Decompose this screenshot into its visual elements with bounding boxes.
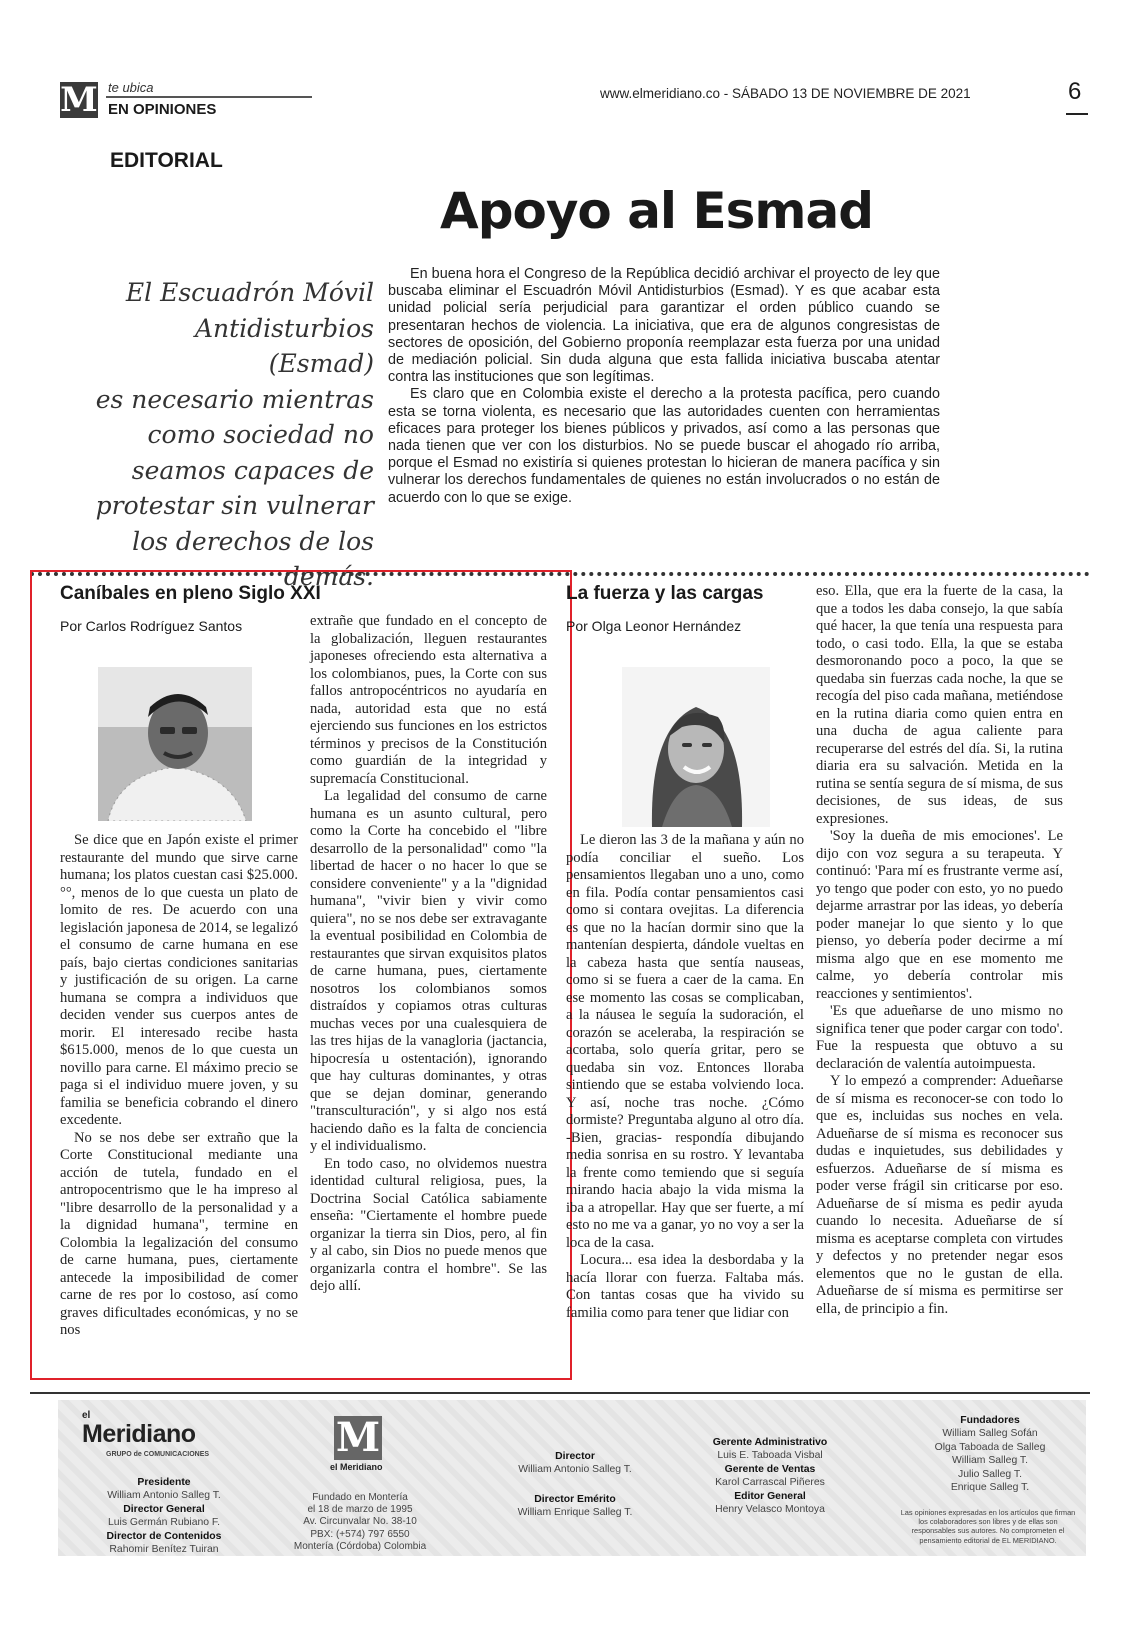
founder-name: Olga Taboada de Salleg [934,1441,1046,1453]
article-left-column-1 [60,832,298,1340]
byline-left: Por Carlos Rodríguez Santos [60,618,243,634]
gerente-ventas-name: Karol Carrascal Piñeres [715,1477,825,1489]
founder-name: Julio Salleg T. [958,1468,1022,1480]
pull-quote [90,275,374,595]
footer-logo: M [335,1414,381,1461]
pull-quote-line: seamos capaces de [131,455,374,485]
founding-info [290,1492,430,1553]
article-paragraph: 'Soy la dueña de mis emociones'. Le dijo con voz segura a su terapeuta. Y continuó: 'Para mí es frustrante verme así, yo tengo que poder con esto, yo no puedo dejarme arrastrar por las ideas, yo debería poder manejar lo que siento y lo que pienso, yo debería poder decirme a mí misma algo que en ese momento me calme, yo debería controlar mis reacciones y sentimientos'. [816,828,1063,1002]
article-paragraph: Le dieron las 3 de la mañana y aún no podía conciliar el sueño. Los pensamientos llegaban uno a uno, como en fila. Podía contar pensamientos casi como si contara ovejitas. La diferencia es que no la hacían dormir sino que la mantenían despierta, dándole vueltas en la cabeza hasta que sentía nauseas, como si se fuera a caer de la cama. En ese momento las cosas se complicaban, a la náusea le seguía la sudoración, el corazón se aceleraba, la respiración se acortaba, solo quería gritar, pero se quedaba sin voz. Entonces lloraba sintiendo que se estaba volviendo loca. Y así, noche tras noche. ¿Cómo dormiste? Preguntaba alguno al otro día. -Bien, gracias- respondía dibujando media sonrisa en su rostro. Y levantaba la frente como temiendo que si seguía mirando hacia abajo la vida misma la iba a atropellar. Hay que ser fuerte, a mí esto no me va a ganar, yo no voy a ser la loca de la casa. [566,832,804,1251]
bottom-rule [30,1392,1090,1394]
article-paragraph: No se nos debe ser extraño que la Corte Constitucional mediante una acción de tutela, fundado en el antropocentrismo que le ha impreso al "libre desarrollo de la personalidad y a la dignidad humana", termine en Colombia la legalización del consumo de carne humana, pues, ciertamente antecede la imposibilidad de comer carne de res por lo costoso, así como graves dificultades económicas, y no se nos [60,1129,298,1338]
footer-directors [500,1450,650,1520]
author-photo-right [622,667,770,827]
footer-logo-subtitle: el Meridiano [330,1462,383,1472]
byline-right: Por Olga Leonor Hernández [566,618,742,634]
brand-subtitle: GRUPO de COMUNICACIONES [106,1451,210,1458]
brand-name: Meridiano [82,1420,196,1448]
fundadores-label: Fundadores [960,1415,1020,1426]
editorial-title: Apoyo al Esmad [440,182,874,240]
founding-line: Av. Circunvalar No. 38-10 [303,1516,417,1528]
author-photo-left-illustration [98,667,252,821]
founding-line: PBX: (+574) 797 6550 [310,1528,410,1540]
pull-quote-line: los derechos de los [132,526,374,556]
pull-quote-line: como sociedad no [147,420,374,449]
footer-executives [84,1476,244,1556]
brand-el: el [82,1410,91,1421]
director-name: William Antonio Salleg T. [518,1464,632,1476]
director-general-label: Director General [123,1503,205,1515]
article-title-left: Caníbales en pleno Siglo XXI [60,583,321,604]
article-paragraph: 'Es que adueñarse de uno mismo no significa tener que poder cargar con todo'. Fue la respuesta que obtuvo a su declaración de valentía autoimpuesta. [816,1003,1063,1072]
author-photo-right-illustration [622,667,770,827]
founding-line: Montería (Córdoba) Colombia [293,1540,427,1552]
section-rule [106,96,312,98]
article-paragraph: Y lo empezó a comprender: Adueñarse de sí misma es reconocer-se con todo lo que es, incluidas sus noches en vela. Adueñarse de sí misma es reconocer sus dudas e inquietudes, sus debilidades y esfuerzos. Adueñarse de sí misma es poder verse frágil sin criticarse por eso. Adueñarse de sí misma es pedir ayuda cuando lo necesita. Adueñarse de sí misma es aceptarse completa con virtudes y defectos y no pretender negar esos elementos que no le gustan de ella. Adueñarse de sí misma es permitirse ser ella, de principio a fin. [816,1073,1063,1317]
editorial-body [388,266,940,507]
founder-name: William Salleg T. [951,1455,1029,1467]
founding-line: Fundado en Montería [312,1492,408,1503]
director-general-name: Luis Germán Rubiano F. [107,1517,221,1529]
founder-name: Enrique Salleg T. [950,1482,1030,1494]
founder-name: William Salleg Sofán [942,1428,1038,1440]
gerente-ventas-label: Gerente de Ventas [724,1463,816,1475]
editorial-paragraph: Es claro que en Colombia existe el derecho a la protesta pacífica, pero cuando esta se torna violenta, es necesario que las autoridades cuenten con herramientas eficaces para proteger los bienes públicos y privados, así como a las personas que nada tienen que ver con los disturbios. No se puede buscar el ahogado río arriba, porque el Esmad no existiría si quienes protestan lo hicieran de manera pacífica y sin vulnerar los derechos fundamentales de quienes no están involucrados o no están de acuerdo con lo que se exige. [388,386,940,506]
gerente-admin-name: Luis E. Taboada Visbal [717,1450,823,1462]
editor-general-name: Henry Velasco Montoya [715,1504,825,1516]
opinion-disclaimer: Las opiniones expresadas en los artículos que firman los colaboradores son libres y de ellas son responsables sus autores. No comprometen el pensamiento editorial de EL MERIDIANO. [900,1508,1076,1545]
pull-quote-line: es necesario mientras [95,384,374,414]
director-emerito-name: William Enrique Salleg T. [517,1507,633,1519]
gerente-admin-label: Gerente Administrativo [712,1437,828,1448]
article-paragraph: extrañe que fundado en el concepto de la globalización, lleguen restaurantes japoneses ofreciendo esta alternativa a los colombianos, pues, la Corte con sus fallos antropocéntricos no ayudaría en nada, autoridad esta que no está ejerciendo sus funciones en los estrictos términos y precisos de la Constitución como guardián de la integridad y supremacía Constitucional. [310,613,547,787]
pull-quote-line: demás. [283,562,374,591]
director-emerito-label: Director Emérito [534,1493,616,1505]
article-paragraph: La legalidad del consumo de carne humana es un asunto cultural, pero como la Corte ha concebido el "libre desarrollo de la personalidad" como "la libertad de hacer o no hacer lo que se considere conveniente" y a la "dignidad humana", "vivir bien y vivir como quiera", no se nos debe ser extravagante la eventual posibilidad en Colombia de restaurantes que sirvan exquisitos platos de carne humana, pues, ciertamente nosotros los colombianos somos distraídos y copiamos otras culturas muchas veces por una cualesquiera de las tres hijas de la vanagloria (jactancia, hipocresía u ostentación), ignorando que hay culturas dominantes, y otras que se dejan dominar, generando "transculturación", y si algo nos está haciendo daño es la falta de conciencia y el individualismo. [310,788,547,1154]
editorial-paragraph: En buena hora el Congreso de la República decidió archivar el proyecto de ley que buscaba eliminar el Escuadrón Móvil Antidisturbios (Esmad). Y es que acabar esta unidad policial sería perjudicial para garantizar el orden público cuando se presentaran hechos de violencia. La iniciativa, que era de algunos congresistas de sectores de oposición, del Gobierno proponía reemplazar esta fuerza por una unidad de mediación policial. Sin duda alguna que esta fallida iniciativa buscaba atentar contra las instituciones que son legítimas. [388,266,940,386]
presidente-label: Presidente [137,1477,191,1488]
section-kicker: te ubica [108,80,154,95]
dateline: www.elmeridiano.co - SÁBADO 13 DE NOVIEMBRE DE 2021 [600,86,971,101]
author-photo-left [98,667,252,821]
page-number-rule [1066,113,1088,115]
footer-managers [690,1436,850,1516]
article-left-column-2 [310,613,547,1296]
newspaper-logo: M [60,80,98,120]
article-right-column-2 [816,583,1063,1318]
presidente-name: William Antonio Salleg T. [107,1490,221,1502]
footer-founders [905,1414,1075,1494]
section-name: EN OPINIONES [108,101,217,118]
pull-quote-line: protestar sin vulnerar [95,491,374,520]
article-paragraph: eso. Ella, que era la fuerte de la casa, la que a todos les daba consejo, la que sabía qué hacer, la que tenía una respuesta para todo, o casi todo. Ella, la que se estaba desmoronando poco a poco, la que se quedaba sin fuerzas cada noche, la que se recogía del piso cada mañana, metiéndose en la rutina diaria como quien entra en una ducha de agua caliente para recuperarse del estrés del día. Si, la rutina diaria era su salvación. Metida en la rutina se sentía segura de sí misma, de sus decisiones, de sus ideas, de sus expresiones. [816,583,1063,827]
article-paragraph: Locura... esa idea la desbordaba y la hacía llorar con fuerza. Faltaba más. Con tantas cosas que ha vivido su familia como para tener que lidiar con [566,1252,804,1321]
pull-quote-line: Antidisturbios (Esmad) [194,313,374,378]
article-title-right: La fuerza y las cargas [566,583,764,604]
page-number: 6 [1068,78,1082,105]
founding-line: el 18 de marzo de 1995 [307,1504,413,1516]
article-right-column-1 [566,832,804,1322]
editor-general-label: Editor General [734,1490,806,1502]
pull-quote-line: El Escuadrón Móvil [125,278,374,307]
article-paragraph: Se dice que en Japón existe el primer restaurante del mundo que sirve carne humana; los platos cuestan casi $25.000. °°, menos de lo que cuesta un plato de lomito de res. De acuerdo con una legislación japonesa de 2014, se legalizó el consumo de carne humana en ese país, bajo ciertas condiciones sanitarias y justificación de su origen. La carne humana se compra a individuos que deciden vender sus cuerpos antes de morir. El interesado recibe hasta $615.000, menos de lo que cuesta un novillo para carne. El máximo precio se paga si el individuo muere joven, y su familia se beneficia cobrando el dinero excedente. [60,832,298,1128]
director-contenidos-label: Director de Contenidos [106,1530,222,1542]
article-paragraph: En todo caso, no olvidemos nuestra identidad cultural religiosa, pues, la Doctrina Social Católica sabiamente enseña: "Ciertamente el hombre puede organizar la tierra sin Dios, pero, al fin y al cabo, sin Dios no puede menos que organizarla contra el hombre". Se las dejo allí. [310,1155,547,1294]
editorial-label: EDITORIAL [110,149,223,172]
director-label: Director [555,1451,595,1462]
director-contenidos-name: Rahomir Benítez Tuiran [109,1544,219,1556]
